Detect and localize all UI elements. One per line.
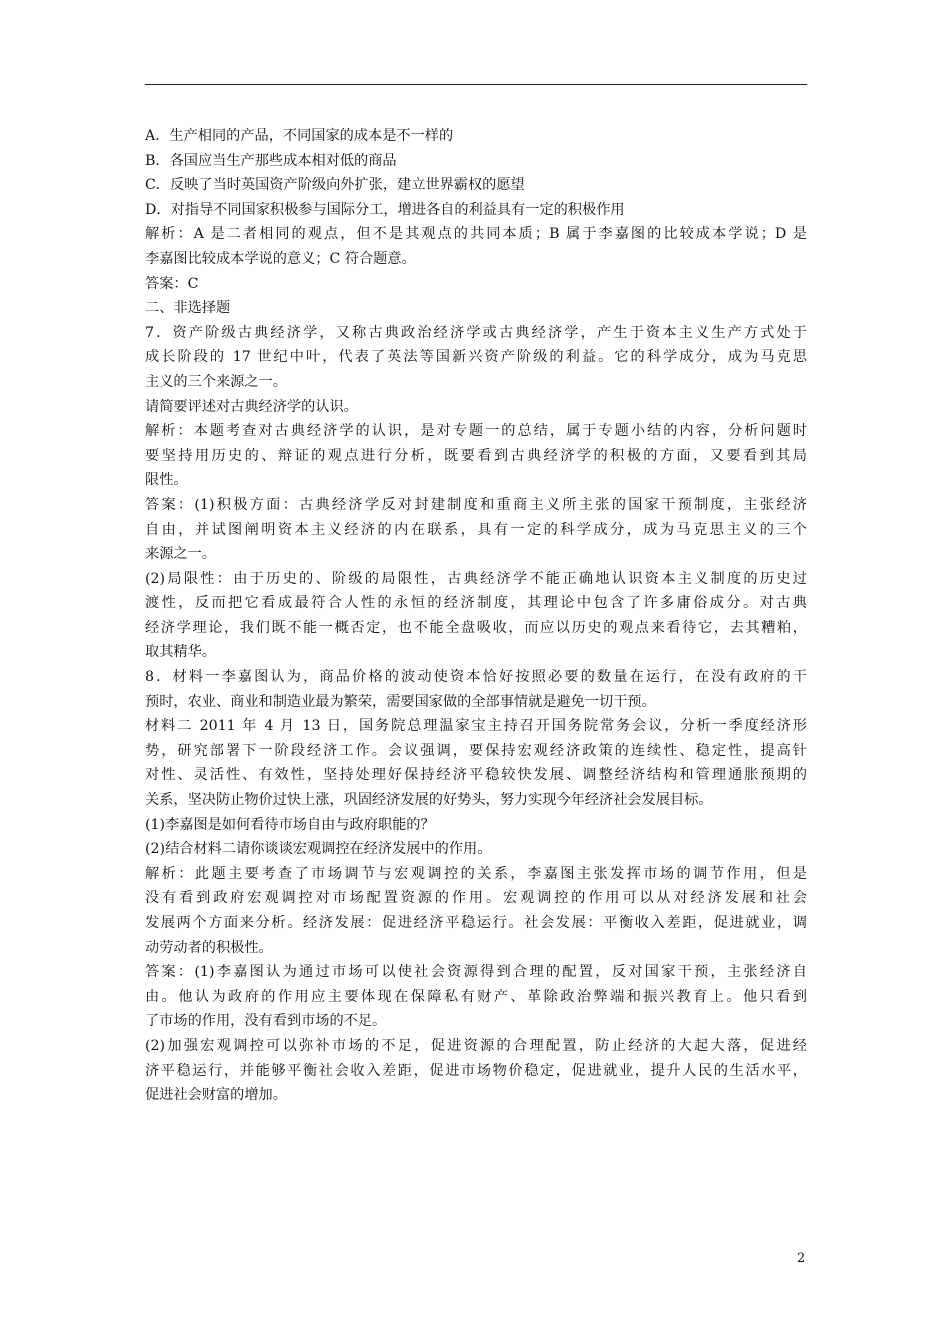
text-line: 8．材料一李嘉图认为，商品价格的波动使资本恰好按照必要的数量在运行，在没有政府的干 xyxy=(145,669,807,686)
text-line: (2)局限性：由于历史的、阶级的局限性，古典经济学不能正确地认识资本主义制度的历史过 xyxy=(145,570,807,587)
text-line: 主义的三个来源之一。 xyxy=(145,373,287,390)
text-line: 答案：C xyxy=(145,275,199,292)
text-line: 济平稳运行，并能够平衡社会收入差距，促进市场物价稳定，促进就业，提升人民的生活水平， xyxy=(145,1062,807,1079)
text-line: C．反映了当时英国资产阶级向外扩张，建立世界霸权的愿望 xyxy=(145,177,525,194)
text-line: 自由，并试图阐明资本主义经济的内在联系，具有一定的科学成分，成为马克思主义的三个 xyxy=(145,521,807,538)
text-line: 预时，农业、商业和制造业最为繁荣，需要国家做的全部事情就是避免一切干预。 xyxy=(145,693,656,710)
text-line: 解析：本题考查对古典经济学的认识，是对专题一的总结，属于专题小结的内容，分析问题时 xyxy=(145,423,807,440)
text-line: 发展两个方面来分析。经济发展：促进经济平稳运行。社会发展：平衡收入差距，促进就业，调 xyxy=(145,915,807,931)
header-rule xyxy=(145,84,807,85)
text-line: 动劳动者的积极性。 xyxy=(145,939,273,956)
text-line: 对性、灵活性、有效性，坚持处理好保持经济平稳较快发展、调整经济结构和管理通胀预期的 xyxy=(145,767,807,784)
text-line: 要坚持用历史的、辩证的观点进行分析，既要看到古典经济学的积极的方面，又要看到其局 xyxy=(145,447,807,464)
document-body xyxy=(145,124,807,1108)
text-line: 关系，坚决防止物价过快上涨，巩固经济发展的好势头，努力实现今年经济社会发展目标。 xyxy=(145,792,713,809)
text-line: 没有看到政府宏观调控对市场配置资源的作用。宏观调控的作用可以从对经济发展和社会 xyxy=(145,890,807,907)
text-line: (2)结合材料二请你谈谈宏观调控在经济发展中的作用。 xyxy=(145,841,492,858)
text-line: 请简要评述对古典经济学的认识。 xyxy=(145,398,358,415)
text-line: 材料二 2011 年 4 月 13 日，国务院总理温家宝主持召开国务院常务会议，分析一季度经济形 xyxy=(145,718,807,735)
page-number: 2 xyxy=(797,1251,806,1266)
text-line: 来源之一。 xyxy=(145,546,216,563)
text-line: 解析：A 是二者相同的观点，但不是其观点的共同本质；B 属于李嘉图的比较成本学说；D 是 xyxy=(145,226,807,243)
text-line: 势，研究部署下一阶段经济工作。会议强调，要保持宏观经济政策的连续性、稳定性，提高针 xyxy=(145,742,807,759)
text-line: 答案：(1)李嘉图认为通过市场可以使社会资源得到合理的配置，反对国家干预，主张经济自 xyxy=(145,964,807,981)
text-line: 二、非选择题 xyxy=(145,300,231,317)
text-line: 由。他认为政府的作用应主要体现在保障私有财产、革除政治弊端和振兴教育上。他只看到 xyxy=(145,988,807,1005)
text-line: D．对指导不同国家积极参与国际分工，增进各自的利益具有一定的积极作用 xyxy=(145,201,625,218)
text-line: 答案：(1)积极方面：古典经济学反对封建制度和重商主义所主张的国家干预制度，主张经济 xyxy=(145,496,807,513)
text-line: 限性。 xyxy=(145,472,188,489)
text-line: 促进社会财富的增加。 xyxy=(145,1087,287,1104)
text-line: 成长阶段的 17 世纪中叶，代表了英法等国新兴资产阶级的利益。它的科学成分，成为马克思 xyxy=(145,349,807,366)
text-line: 了市场的作用，没有看到市场的不足。 xyxy=(145,1013,387,1030)
text-line: 取其精华。 xyxy=(145,644,216,661)
text-line: 经济学理论，我们既不能一概否定，也不能全盘吸收，而应以历史的观点来看待它，去其糟粕， xyxy=(145,619,807,636)
text-line: (1)李嘉图是如何看待市场自由与政府职能的？ xyxy=(145,816,435,833)
text-line: 解析：此题主要考查了市场调节与宏观调控的关系，李嘉图主张发挥市场的调节作用，但是 xyxy=(145,865,807,882)
text-line: 李嘉图比较成本学说的意义；C 符合题意。 xyxy=(145,250,416,267)
text-line: A．生产相同的产品，不同国家的成本是不一样的 xyxy=(145,128,454,144)
text-line: 7．资产阶级古典经济学，又称古典政治经济学或古典经济学，产生于资本主义生产方式处于 xyxy=(145,324,807,341)
text-line: B．各国应当生产那些成本相对低的商品 xyxy=(145,152,397,169)
text-line: (2)加强宏观调控可以弥补市场的不足，促进资源的合理配置，防止经济的大起大落，促进经 xyxy=(145,1037,807,1054)
text-line: 渡性，反而把它看成最符合人性的永恒的经济制度，其理论中包含了许多庸俗成分。对古典 xyxy=(145,595,807,612)
